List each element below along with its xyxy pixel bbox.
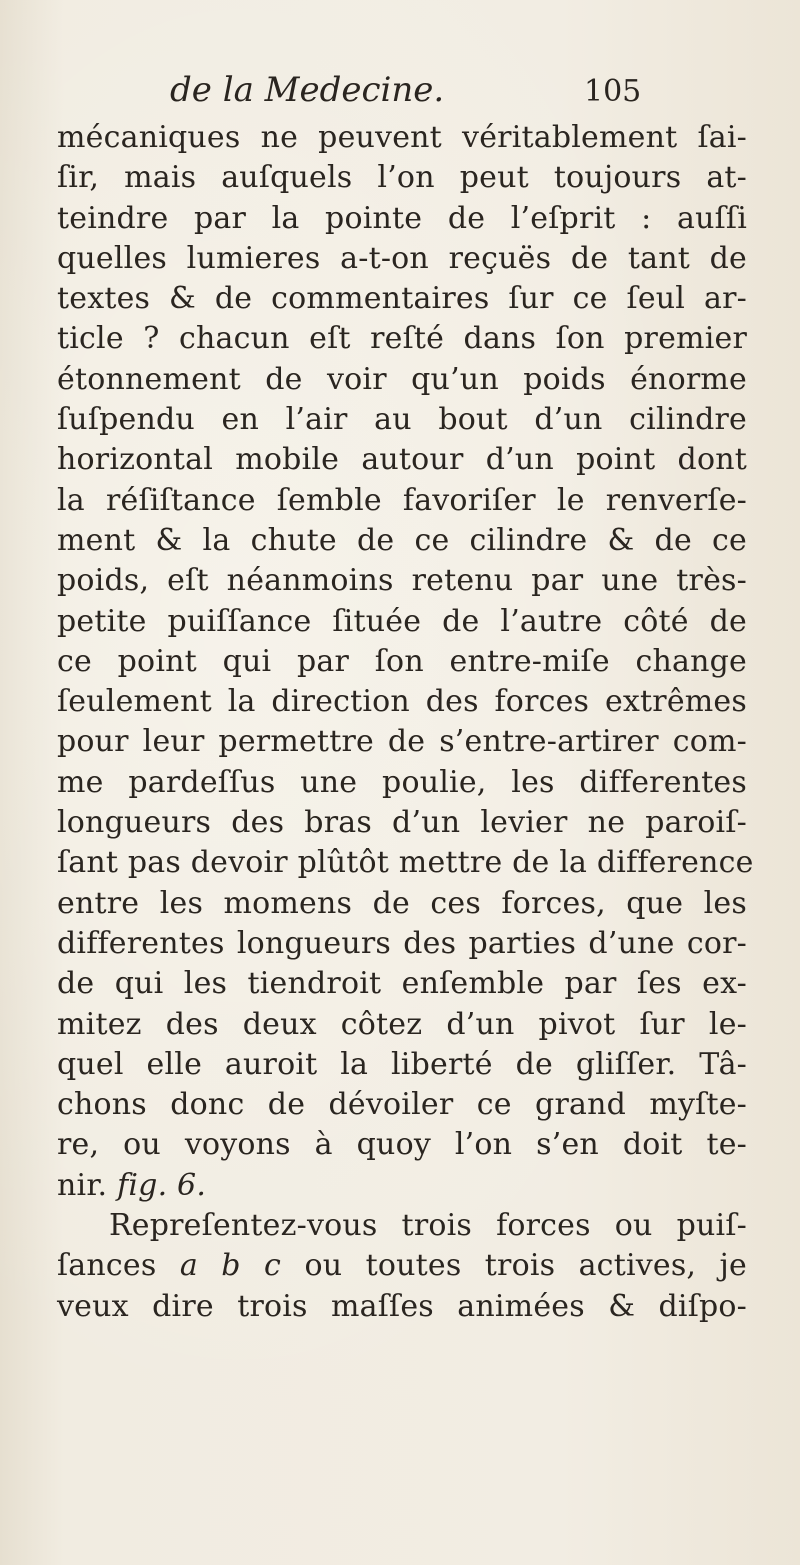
text-line: étonnement de voir qu’un poids énorme <box>57 361 747 397</box>
text-line: ment & la chute de ce cilindre & de ce <box>57 522 747 558</box>
text-line: quelles lumieres a-t-on reçuës de tant de <box>57 240 747 276</box>
text-line: veux dire trois maſſes animées & diſpo- <box>57 1288 747 1324</box>
text-line: teindre par la pointe de l’eſprit : auſſi <box>57 200 747 236</box>
text-line: ſuſpendu en l’air au bout d’un cilindre <box>57 402 747 438</box>
text-line: de qui les tiendroit enſemble par ſes ex- <box>57 966 747 1002</box>
text-line: pour leur permettre de s’entre-artirer com- <box>57 724 747 760</box>
text-line: ticle ? chacun eſt reſté dans ſon premier <box>57 321 747 357</box>
text-line: la réſiſtance ſemble favoriſer le renverſe- <box>57 482 747 518</box>
text-line: mitez des deux côtez d’un pivot ſur le- <box>57 1006 747 1042</box>
paragraph-start-line: Repreſentez-vous trois forces ou puiſ- <box>109 1208 747 1244</box>
text-line: longueurs des bras d’un levier ne paroiſ- <box>57 805 747 841</box>
body-text <box>57 118 754 1327</box>
line-part: ou toutes trois actives, je <box>304 1248 747 1284</box>
text-line: entre les momens de ces forces, que les <box>57 885 747 921</box>
text-line-figure-ref <box>57 1166 747 1206</box>
text-line-letters <box>57 1246 747 1286</box>
text-line: chons donc de dévoiler ce grand myſte- <box>57 1087 747 1123</box>
line-part: ſances <box>57 1248 157 1284</box>
text-line: ſir, mais auſquels l’on peut toujours at- <box>57 160 747 196</box>
text-line: poids, eſt néanmoins retenu par une très- <box>57 563 747 599</box>
text-line: textes & de commentaires ſur ce ſeul ar- <box>57 281 747 317</box>
line-prefix: nir. <box>57 1167 108 1203</box>
text-line: quel elle auroit la liberté de gliſſer. Tâ- <box>57 1046 747 1082</box>
page-header <box>0 70 800 110</box>
text-line: ſeulement la direction des forces extrêmes <box>57 684 747 720</box>
page-number: 105 <box>584 74 642 109</box>
text-line: ſant pas devoir plûtôt mettre de la difference <box>57 845 754 881</box>
text-line: petite puiſſance ſituée de l’autre côté de <box>57 603 747 639</box>
figure-reference: fig. 6. <box>117 1167 207 1203</box>
text-line: ce point qui par ſon entre-miſe change <box>57 643 747 679</box>
text-line: horizontal mobile autour d’un point dont <box>57 442 747 478</box>
text-line: me pardeſſus une poulie, les differentes <box>57 764 747 800</box>
text-line: mécaniques ne peuvent véritablement ſai- <box>57 120 747 155</box>
text-line: differentes longueurs des parties d’une cor- <box>57 925 747 961</box>
italic-letters: a b c <box>179 1248 282 1284</box>
text-line: re, ou voyons à quoy l’on s’en doit te- <box>57 1127 747 1163</box>
running-title: de la Medecine. <box>170 70 445 110</box>
